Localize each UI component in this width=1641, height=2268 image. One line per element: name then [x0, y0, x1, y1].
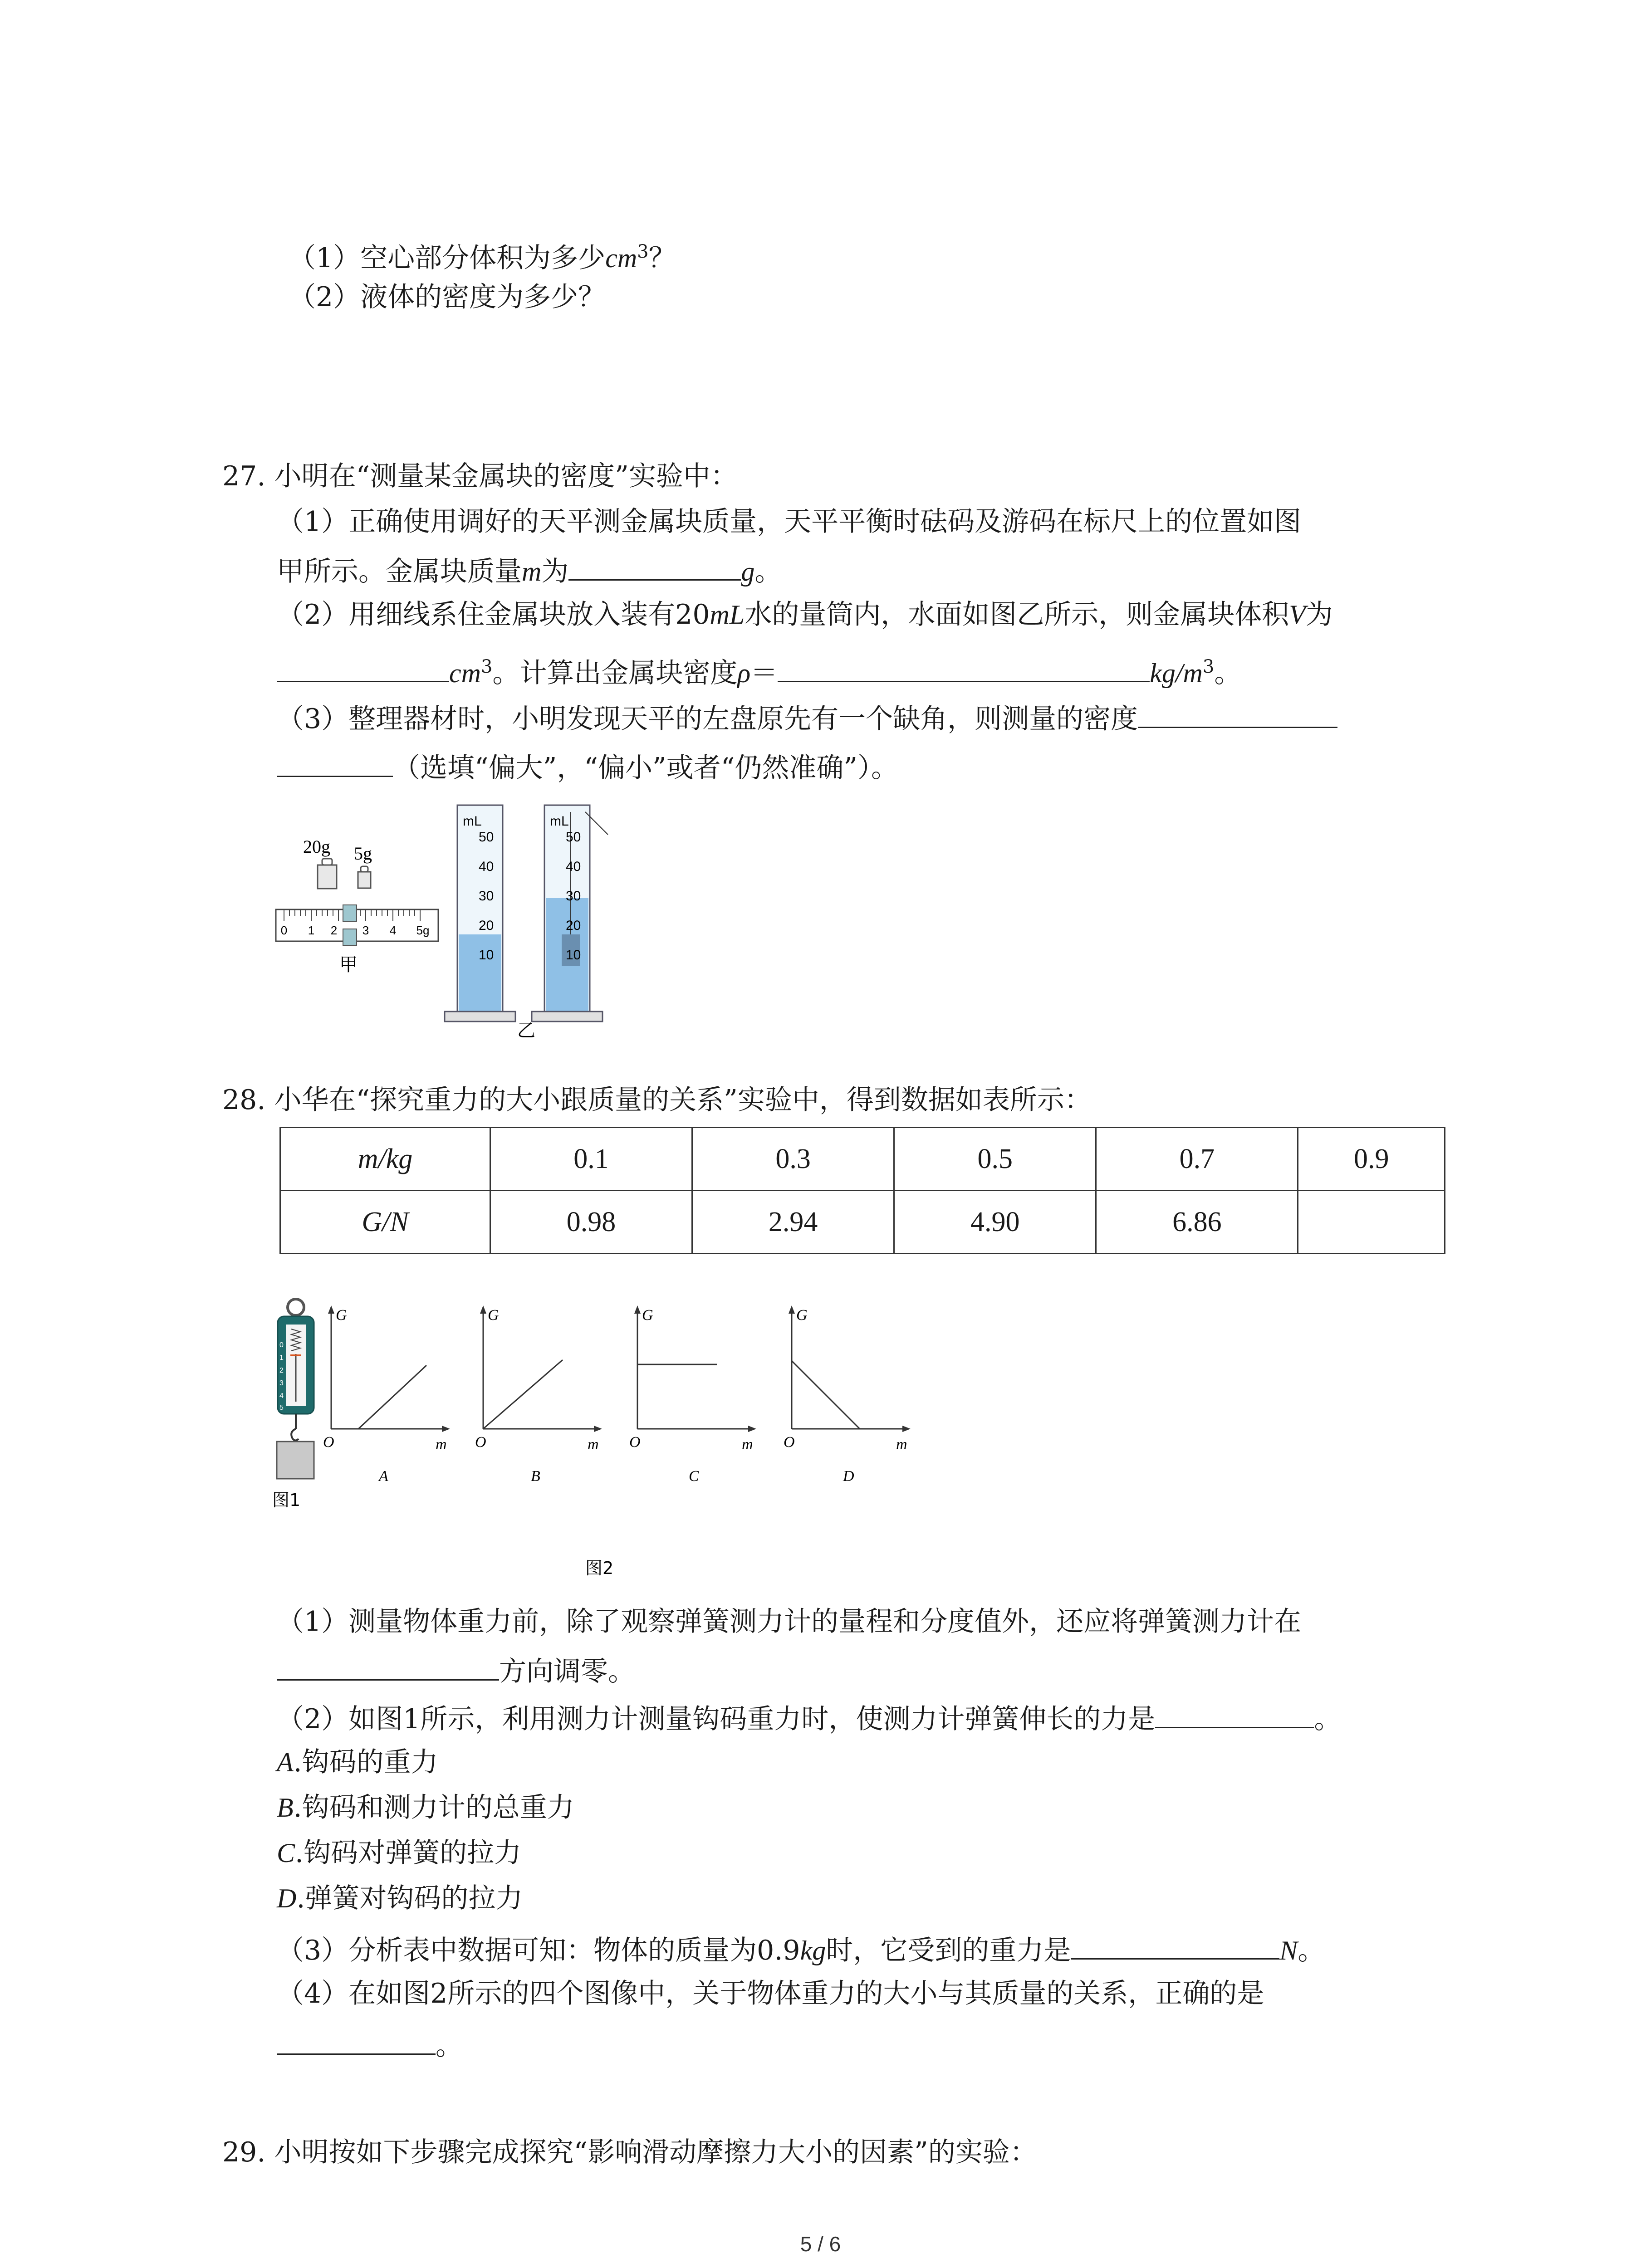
q27-figure: [254, 785, 662, 1039]
table-row: m/kg 0.1 0.3 0.5 0.7 0.9: [280, 1128, 1445, 1191]
q28-s3: （3）分析表中数据可知：物体的质量为0.9kg时，它受到的重力是 N。: [277, 1930, 1325, 1969]
graph-a: [323, 1305, 450, 1485]
weight-20g-label: 20g: [303, 836, 330, 857]
graph-d: [784, 1305, 911, 1485]
q26-part1: （1）空心部分体积为多少$cm^3$？: [289, 241, 676, 274]
beam-scale: [276, 905, 438, 945]
q28-option-d: D.弹簧对钩码的拉力: [277, 1882, 523, 1914]
svg-text:1: 1: [308, 924, 315, 937]
svg-text:G: G: [488, 1307, 499, 1324]
svg-text:50: 50: [479, 830, 494, 845]
graduated-cylinder-after: [532, 805, 608, 1022]
label-jia: 甲: [339, 954, 358, 975]
page-number: 5 / 6: [800, 2232, 841, 2256]
q28-option-a: A.钩码的重力: [277, 1746, 438, 1778]
label-yi: 乙: [517, 1020, 535, 1039]
weight-20g-icon: [318, 859, 337, 889]
answer-blank[interactable]: [1138, 699, 1337, 728]
svg-text:mL: mL: [463, 814, 482, 829]
svg-text:4: 4: [389, 924, 397, 937]
svg-text:m: m: [436, 1436, 447, 1453]
hook-weight-icon: [277, 1442, 314, 1479]
svg-text:O: O: [475, 1434, 486, 1451]
q28-stem: 28. 小华在“探究重力的大小跟质量的关系”实验中，得到数据如表所示：: [222, 1084, 1092, 1116]
q27-s3a: （3）整理器材时，小明发现天平的左盘原先有一个缺角，则测量的密度: [277, 699, 1337, 737]
weight-5g-label: 5g: [354, 843, 372, 864]
svg-text:5: 5: [279, 1404, 284, 1412]
q27-s1a: （1）正确使用调好的天平测金属块质量，天平平衡时砝码及游码在标尺上的位置如图: [277, 506, 1302, 538]
svg-text:40: 40: [566, 859, 581, 874]
svg-text:0: 0: [279, 1341, 284, 1349]
svg-text:40: 40: [479, 859, 494, 874]
svg-text:30: 30: [479, 889, 494, 904]
label-fig1: 图1: [272, 1490, 301, 1510]
svg-text:20: 20: [479, 918, 494, 933]
answer-blank[interactable]: [277, 2025, 436, 2055]
q28-s2: （2）如图1所示，利用测力计测量钩码重力时，使测力计弹簧伸长的力是 。: [277, 1699, 1341, 1737]
svg-text:C: C: [689, 1468, 699, 1485]
svg-text:mL: mL: [550, 814, 569, 829]
answer-blank[interactable]: [277, 748, 393, 777]
data-table: [279, 1127, 1445, 1254]
q28-figure: [263, 1297, 966, 1597]
weight-5g-icon: [358, 866, 371, 888]
label-fig2: 图2: [585, 1558, 614, 1578]
svg-text:G: G: [796, 1307, 808, 1324]
svg-text:50: 50: [566, 830, 581, 845]
answer-blank[interactable]: [277, 653, 449, 682]
svg-text:2: 2: [330, 924, 338, 937]
svg-text:O: O: [629, 1434, 641, 1451]
svg-text:0: 0: [280, 924, 288, 937]
svg-text:O: O: [784, 1434, 795, 1451]
graduated-cylinder-before: [445, 805, 515, 1022]
table-row: G/N 0.98 2.94 4.90 6.86: [280, 1191, 1445, 1254]
graph-c: [629, 1305, 756, 1485]
svg-text:2: 2: [279, 1367, 284, 1374]
svg-text:G: G: [642, 1307, 653, 1324]
svg-text:30: 30: [566, 889, 581, 904]
answer-blank[interactable]: [778, 653, 1150, 682]
svg-text:m: m: [588, 1436, 599, 1453]
q28-option-c: C.钩码对弹簧的拉力: [277, 1837, 522, 1869]
q27-s1b: 甲所示。金属块质量m为 g。: [277, 551, 782, 590]
spring-scale-icon: [277, 1299, 314, 1479]
svg-text:O: O: [323, 1434, 334, 1451]
answer-blank[interactable]: [568, 551, 741, 581]
svg-text:D: D: [843, 1468, 854, 1485]
answer-blank[interactable]: [277, 1651, 499, 1681]
q27-stem: 27. 小明在“测量某金属块的密度”实验中：: [222, 460, 738, 492]
q27-s2a: （2）用细线系住金属块放入装有20mL水的量筒内，水面如图乙所示，则金属块体积V为: [277, 599, 1333, 631]
svg-text:10: 10: [479, 948, 494, 963]
q27-s2b: $cm^3$。计算出金属块密度$\rho= kg/m^3$。: [277, 649, 1241, 691]
svg-text:4: 4: [279, 1392, 284, 1400]
q28-s4: （4）在如图2所示的四个图像中，关于物体重力的大小与其质量的关系，正确的是: [277, 1978, 1264, 2009]
svg-text:5g: 5g: [416, 924, 430, 937]
svg-text:G: G: [336, 1307, 347, 1324]
svg-text:m: m: [896, 1436, 907, 1453]
q29-stem: 29. 小明按如下步骤完成探究“影响滑动摩擦力大小的因素”的实验：: [222, 2136, 1037, 2168]
graph-b: [475, 1305, 602, 1485]
svg-text:B: B: [531, 1468, 540, 1485]
svg-text:10: 10: [566, 948, 581, 963]
svg-text:20: 20: [566, 918, 581, 933]
q28-option-b: B.钩码和测力计的总重力: [277, 1792, 574, 1823]
q27-s3b: （选填“偏大”，“偏小”或者“仍然准确”）。: [277, 748, 898, 786]
q28-s4b: 。: [277, 2025, 463, 2064]
svg-text:3: 3: [362, 924, 369, 937]
q26-part2: （2）液体的密度为多少？: [289, 281, 606, 313]
svg-text:m: m: [742, 1436, 753, 1453]
rider-icon: [343, 905, 357, 921]
q28-s1b: 方向调零。: [277, 1651, 635, 1690]
q28-s1a: （1）测量物体重力前，除了观察弹簧测力计的量程和分度值外，还应将弹簧测力计在: [277, 1606, 1302, 1637]
answer-blank[interactable]: [1155, 1699, 1314, 1728]
svg-text:3: 3: [279, 1379, 284, 1387]
svg-text:A: A: [379, 1468, 388, 1485]
answer-blank[interactable]: [1071, 1930, 1279, 1960]
svg-text:1: 1: [279, 1354, 284, 1362]
